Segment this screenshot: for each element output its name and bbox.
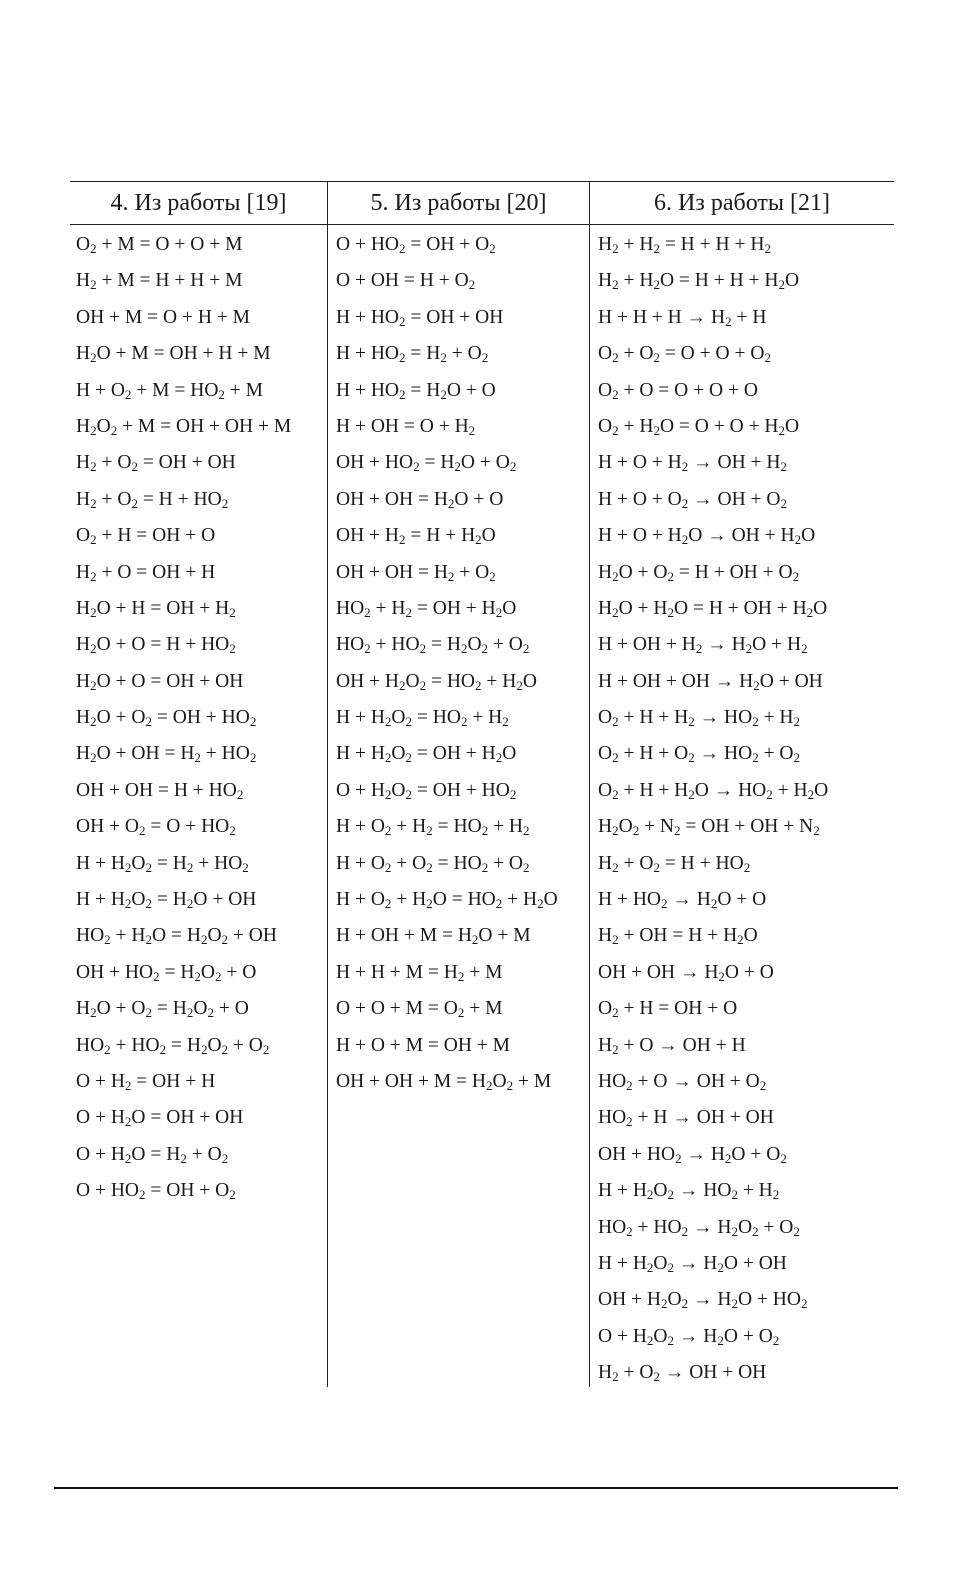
reaction-equation: $HO_2 + H$ → OH + OH xyxy=(598,1107,774,1130)
reaction-equation: $H + O + H_2O$ → OH + $H_2O$ xyxy=(598,525,816,548)
reaction-equation: $O_2 + M = O + O + M$ xyxy=(76,234,243,256)
reaction-equation: $O + H_2O_2 \to H_2O + O_2$ xyxy=(598,1325,780,1348)
reaction-equation: OH + $HO_2 \to H_2O + O_2$ xyxy=(598,1143,787,1166)
reaction-equation: $H_2 + H_2 = H + H + H_2$ xyxy=(598,234,771,256)
column-header-ref-19: 4. Из работы [19] xyxy=(110,189,287,216)
reaction-equation: OH + OH + $M = H_2O_2 + M$ xyxy=(336,1070,552,1093)
reaction-equation: H + OH + $M = H_2O + M$ xyxy=(336,925,531,948)
reaction-equation: $H_2 + O$ = OH + H xyxy=(76,561,216,584)
reaction-equation: $H + HO_2 \to H_2O + O$ xyxy=(598,889,767,912)
reaction-equation: $H_2O + O = H + HO_2$ xyxy=(76,634,236,657)
reaction-equation: $H + HO_2 = H_2 + O_2$ xyxy=(336,343,489,366)
reaction-equation: $O_2 + H + O_2 \to HO_2 + O_2$ xyxy=(598,743,801,766)
reaction-equation: $O + HO_2$ = OH + $O_2$ xyxy=(76,1180,236,1203)
reaction-equation: $H_2 + M = H + H + M$ xyxy=(76,270,243,293)
reaction-equation: $H_2 + O_2$ → OH + OH xyxy=(598,1362,767,1385)
reaction-equation: $H_2 + O_2 = H + HO_2$ xyxy=(76,488,229,511)
reaction-equation: $H + O + O_2$ → OH + $O_2$ xyxy=(598,488,787,511)
reaction-equation: $H + H + M = H_2 + M$ xyxy=(336,961,503,984)
reaction-equation: OH + $O_2 = O + HO_2$ xyxy=(76,816,236,839)
reaction-equation: $HO_2 + H_2O = H_2O_2$ + OH xyxy=(76,925,277,948)
reaction-equation: $O + H_2O = H_2 + O_2$ xyxy=(76,1143,229,1166)
reaction-equation: H + OH = $O + H_2$ xyxy=(336,415,476,438)
reaction-equation: $H + H_2O_2 = H_2 + HO_2$ xyxy=(76,852,249,875)
reaction-equation: H + OH + OH → $H_2O$ + OH xyxy=(598,670,823,693)
reaction-equation: $H_2 + O$ → OH + H xyxy=(598,1034,746,1057)
reaction-equation: $H + O + H_2$ → OH + $H_2$ xyxy=(598,452,787,475)
reaction-equation: $H + O_2 + O_2 = HO_2 + O_2$ xyxy=(336,852,530,875)
reaction-equation: $H_2O_2 + M$ = OH + OH + M xyxy=(76,415,292,438)
reaction-equation: $H + O_2 + M = HO_2 + M$ xyxy=(76,379,264,402)
reaction-equation: $H + H_2O_2 = HO_2 + H_2$ xyxy=(336,707,509,730)
reaction-equation: $H_2O_2 + N_2$ = OH + OH + $N_2$ xyxy=(598,816,820,839)
table-body xyxy=(70,225,894,1387)
table-header-row xyxy=(70,182,894,225)
reaction-column-20 xyxy=(327,225,589,1387)
reaction-equation: $H_2 + O_2 = H + HO_2$ xyxy=(598,852,751,875)
reaction-equation: OH + OH → $H_2O + O$ xyxy=(598,961,774,984)
reaction-equation: $H_2$ + OH = $H + H_2O$ xyxy=(598,925,758,948)
reaction-equation: $H_2O + O_2 = H$ + OH + $O_2$ xyxy=(598,561,800,584)
reaction-equation: $H_2O + H$ = OH + $H_2$ xyxy=(76,597,236,620)
reaction-equation: OH + OH = $H_2O + O$ xyxy=(336,488,504,511)
reaction-equation: $HO_2 + HO_2 = H_2O_2 + O_2$ xyxy=(76,1034,270,1057)
reaction-equation: H + OH + $H_2 \to H_2O + H_2$ xyxy=(598,634,808,657)
reaction-equation: $O_2 + H + H_2O \to HO_2 + H_2O$ xyxy=(598,779,829,802)
reaction-equation: OH + OH = $H_2 + O_2$ xyxy=(336,561,496,584)
reaction-equation: H + O + M = OH + M xyxy=(336,1034,510,1056)
reaction-equation: OH + $H_2 = H + H_2O$ xyxy=(336,525,496,548)
reaction-equation: $H_2 + O_2$ = OH + OH xyxy=(76,452,236,475)
reaction-equation: $H + H_2O_2 \to HO_2 + H_2$ xyxy=(598,1180,780,1203)
column-header-ref-21: 6. Из работы [21] xyxy=(589,182,894,224)
reaction-equation: OH + $HO_2 = H_2O + O_2$ xyxy=(336,452,517,475)
reaction-equation: OH + $H_2O_2 \to H_2O + HO_2$ xyxy=(598,1289,808,1312)
reaction-equation: $O_2 + O = O + O + O$ xyxy=(598,379,758,402)
reaction-equation: $H + H + H \to H_2 + H$ xyxy=(598,306,767,329)
reaction-equation: $O + O + M = O_2 + M$ xyxy=(336,998,503,1021)
reaction-column-19 xyxy=(70,225,327,1387)
reaction-equation: $O + H_2O$ = OH + OH xyxy=(76,1107,244,1130)
reaction-equation: $H + H_2O_2 \to H_2O$ + OH xyxy=(598,1252,787,1275)
reaction-equation: $H_2O$ + OH = $H_2 + HO_2$ xyxy=(76,743,257,766)
reaction-equation: OH + M = O + H + M xyxy=(76,306,250,328)
reaction-equation: $H_2O + M$ = OH + H + M xyxy=(76,343,271,366)
reaction-equation: $H + H_2O_2$ = OH + $H_2O$ xyxy=(336,743,517,766)
reaction-equation: OH + $HO_2 = H_2O_2 + O$ xyxy=(76,961,257,984)
reaction-equation: $HO_2 + HO_2 \to H_2O_2 + O_2$ xyxy=(598,1216,800,1239)
column-header-ref-20: 5. Из работы [20] xyxy=(327,182,589,224)
reaction-equation: $HO_2 + O$ → OH + $O_2$ xyxy=(598,1070,767,1093)
reaction-equation: $O_2 + H$ = OH + O xyxy=(598,998,738,1021)
reaction-equation: OH + $H_2O_2 = HO_2 + H_2O$ xyxy=(336,670,537,693)
reaction-equation: $H_2 + H_2O = H + H + H_2O$ xyxy=(598,270,800,293)
reaction-table xyxy=(70,181,894,1387)
reaction-equation: $O + HO_2$ = OH + $O_2$ xyxy=(336,234,496,256)
reaction-equation: $H + O_2 + H_2O = HO_2 + H_2O$ xyxy=(336,889,558,912)
reaction-equation: $H + O_2 + H_2 = HO_2 + H_2$ xyxy=(336,816,530,839)
reaction-equation: $HO_2 + HO_2 = H_2O_2 + O_2$ xyxy=(336,634,530,657)
reaction-equation: O + OH = $H + O_2$ xyxy=(336,270,476,293)
reaction-equation: $H + HO_2 = H_2O + O$ xyxy=(336,379,496,402)
reaction-equation: $H_2O + H_2O = H$ + OH + $H_2O$ xyxy=(598,597,828,620)
reaction-equation: $O_2 + H + H_2 \to HO_2 + H_2$ xyxy=(598,707,801,730)
reaction-equation: $O + H_2O_2$ = OH + $HO_2$ xyxy=(336,779,517,802)
reaction-equation: $H_2O + O_2 = H_2O_2 + O$ xyxy=(76,998,249,1021)
reaction-column-21 xyxy=(589,225,894,1387)
reaction-equation: $H_2O + O_2$ = OH + $HO_2$ xyxy=(76,707,257,730)
footer-divider xyxy=(54,1487,898,1489)
reaction-equation: $HO_2 + H_2$ = OH + $H_2O$ xyxy=(336,597,517,620)
reaction-equation: $O_2 + H_2O = O + O + H_2O$ xyxy=(598,415,800,438)
reaction-equation: $O_2 + H$ = OH + O xyxy=(76,525,216,548)
reaction-equation: $O + H_2$ = OH + H xyxy=(76,1070,216,1093)
reaction-equation: $H_2O + O$ = OH + OH xyxy=(76,670,244,693)
reaction-equation: $H + HO_2$ = OH + OH xyxy=(336,306,504,329)
reaction-equation: $H + H_2O_2 = H_2O$ + OH xyxy=(76,889,257,912)
reaction-equation: OH + OH = $H + HO_2$ xyxy=(76,779,244,802)
reaction-equation: $O_2 + O_2 = O + O + O_2$ xyxy=(598,343,771,366)
